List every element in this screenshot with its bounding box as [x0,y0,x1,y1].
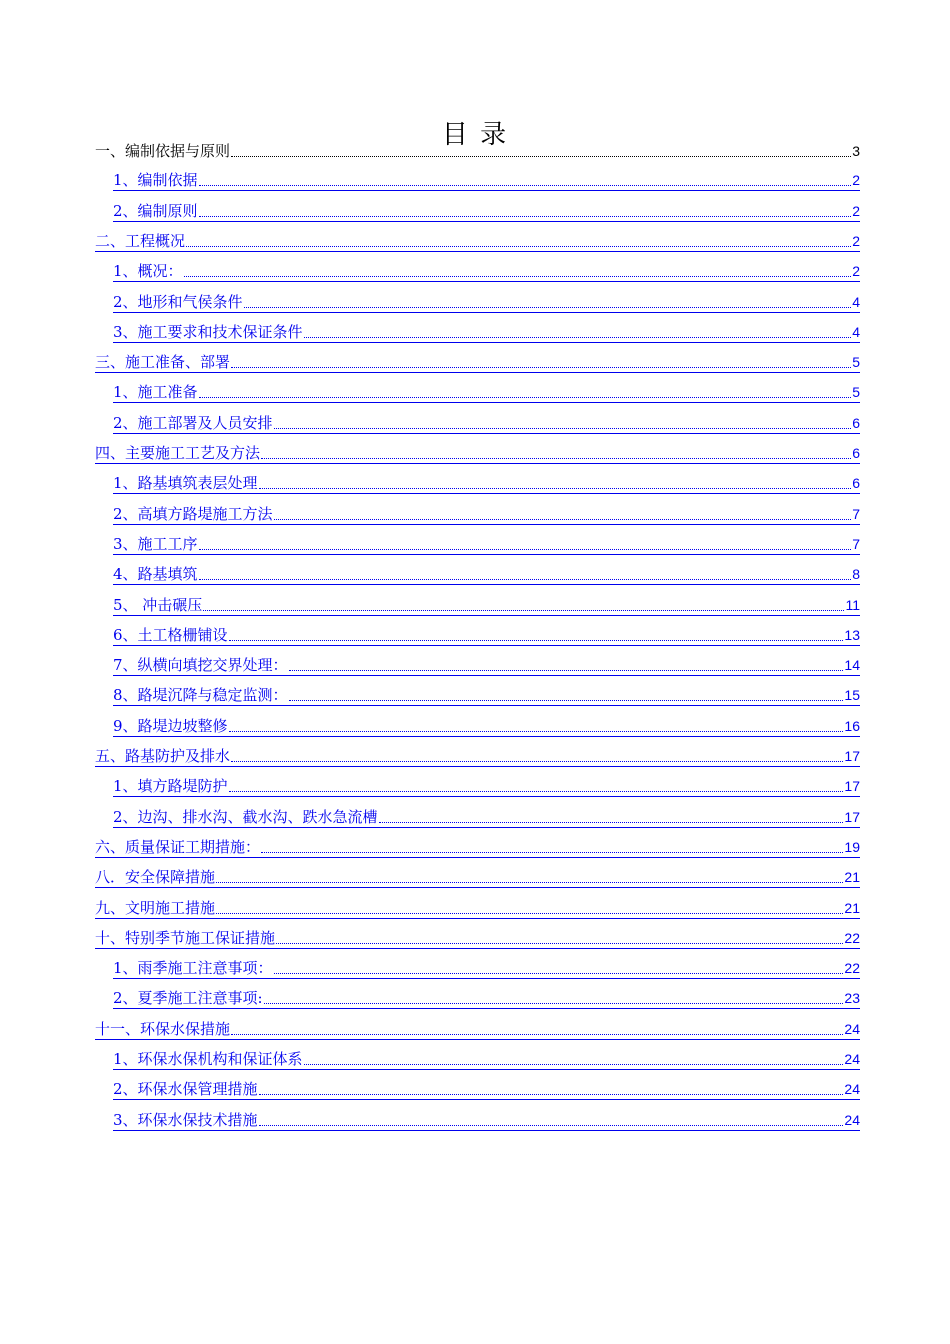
page-title: 目 录 [441,120,509,150]
toc-page-number: 17 [844,808,860,825]
toc-dot-leader [264,988,844,1008]
toc-entry[interactable] [113,323,860,343]
toc-entry[interactable] [113,565,860,585]
toc-page-number: 22 [844,960,860,977]
toc-dot-leader [379,807,844,827]
toc-page-number: 24 [844,1081,860,1098]
toc-dot-leader [186,231,851,251]
toc-entry[interactable] [113,535,860,555]
toc-entry-label: 八．安全保障措施 [95,868,216,887]
toc-entry-label: 3、环保水保技术措施 [113,1110,258,1129]
toc-entry[interactable] [113,717,860,737]
toc-page-number: 19 [844,838,860,855]
toc-entry[interactable] [113,656,860,676]
toc-entry[interactable] [113,262,860,282]
toc-entry[interactable] [113,474,860,494]
toc-page-number: 6 [852,445,860,461]
toc-page-number: 23 [844,990,860,1007]
toc-entry-label: 1、填方路堤防护 [113,777,228,796]
toc-dot-leader [184,261,852,281]
toc-dot-leader [229,716,844,736]
toc-dot-leader [289,685,844,705]
toc-page-number: 4 [852,293,860,310]
toc-dot-leader [199,201,852,221]
toc-page-number: 13 [844,626,860,643]
toc-page-number: 6 [852,475,860,492]
toc-entry-label: 2、施工部署及人员安排 [113,413,273,432]
toc-dot-leader [231,1019,843,1039]
toc-entry-label: 十、特别季节施工保证措施 [95,928,276,947]
toc-dot-leader [276,928,843,948]
toc-page-number: 3 [852,143,860,159]
toc-entry[interactable] [113,383,860,403]
toc-dot-leader [261,837,843,857]
toc-page-number: 24 [844,1051,860,1067]
toc-dot-leader [259,1110,844,1130]
toc-dot-leader [229,776,844,796]
toc-entry[interactable] [113,414,860,434]
toc-entry[interactable] [95,747,860,767]
toc-entry-label: 6、土工格栅铺设 [113,625,228,644]
toc-entry[interactable] [113,1050,860,1070]
toc-dot-leader [216,898,843,918]
toc-page-number: 24 [844,1111,860,1128]
toc-entry[interactable] [113,989,860,1009]
toc-dot-leader [229,625,844,645]
toc-entry[interactable] [113,1080,860,1100]
toc-entry[interactable] [95,899,860,919]
toc-entry-label: 四、主要施工工艺及方法 [95,444,261,462]
toc-page-number: 17 [844,778,860,795]
toc-page-number: 24 [844,1020,860,1037]
toc-entry[interactable] [113,686,860,706]
toc-dot-leader [203,595,844,615]
toc-entry-label: 7、纵横向填挖交界处理： [113,656,288,675]
toc-page-number: 22 [844,929,860,946]
toc-dot-leader [259,1079,844,1099]
toc-entry-label: 3、施工工序 [113,534,198,553]
toc-entry[interactable] [95,868,860,888]
toc-page-number: 2 [852,263,860,280]
toc-entry-label: 一、编制依据与原则 [95,142,231,160]
toc-entry[interactable] [113,596,860,616]
toc-entry[interactable] [113,1111,860,1131]
toc-dot-leader [199,170,852,190]
toc-dot-leader [274,958,844,978]
toc-page-number: 16 [844,717,860,734]
toc-entry-label: 3、施工要求和技术保证条件 [113,322,303,341]
toc-entry-label: 1、环保水保机构和保证体系 [113,1050,303,1068]
toc-page-number: 5 [852,384,860,401]
toc-dot-leader [231,352,851,372]
toc-dot-leader [244,292,852,312]
toc-dot-leader [304,1049,844,1069]
toc-dot-leader [259,473,852,493]
toc-entry[interactable] [95,838,860,858]
toc-entry[interactable] [113,959,860,979]
toc-entry[interactable] [95,232,860,252]
toc-page-number: 15 [844,687,860,704]
toc-entry[interactable] [113,505,860,525]
toc-entry-label: 六、质量保证工期措施： [95,837,261,856]
toc-dot-leader [304,322,852,342]
toc-page-number: 21 [844,869,860,886]
toc-entry[interactable] [95,929,860,949]
toc-page-number: 7 [852,535,860,552]
toc-page-number: 8 [852,566,860,583]
toc-entry[interactable] [113,293,860,313]
toc-dot-leader [274,504,852,524]
toc-dot-leader [199,564,852,584]
toc-page-number: 14 [844,657,860,674]
toc-entry[interactable] [113,202,860,222]
toc-entry[interactable] [113,808,860,828]
toc-dot-leader [231,746,843,766]
toc-entry-label: 2、高填方路堤施工方法 [113,504,273,523]
toc-entry-label: 4、路基填筑 [113,565,198,584]
toc-page-number: 2 [852,202,860,219]
toc-entry-label: 8、路堤沉降与稳定监测： [113,686,288,705]
toc-page-number: 2 [852,172,860,189]
toc-entry [95,141,860,161]
toc-entry-label: 2、地形和气侯条件 [113,292,243,311]
toc-entry-label: 1、施工准备 [113,383,198,402]
toc-page-number: 6 [852,414,860,431]
toc-entry-label: 1、编制依据 [113,171,198,190]
toc-entry-label: 2、夏季施工注意事项: [113,989,263,1008]
toc-entry-label: 2、环保水保管理措施 [113,1080,258,1099]
toc-entry-label: 1、雨季施工注意事项： [113,959,273,978]
toc-entry-label: 1、概况： [113,262,183,281]
toc-entry-label: 二、工程概况 [95,231,186,250]
toc-page-number: 7 [852,505,860,522]
toc-entry-label: 2、边沟、排水沟、截水沟、跌水急流槽 [113,807,378,826]
toc-entry[interactable] [95,444,860,464]
toc-dot-leader [199,382,852,402]
toc-dot-leader [231,141,851,161]
toc-entry-label: 9、路堤边坡整修 [113,716,228,735]
toc-dot-leader [289,655,844,675]
toc-entry-label: 五、路基防护及排水 [95,747,231,765]
toc-page-number: 11 [845,596,860,613]
toc-entry-label: 5、 冲击碾压 [113,595,203,614]
toc-dot-leader [274,413,852,433]
toc-page-number: 2 [852,232,860,249]
toc-dot-leader [261,443,851,463]
toc-entry[interactable] [95,353,860,373]
toc-entry[interactable] [113,171,860,191]
toc-entry-label: 三、施工准备、部署 [95,353,231,372]
toc-entry-label: 九、文明施工措施 [95,898,216,917]
toc-entry-label: 1、路基填筑表层处理 [113,474,258,493]
toc-page-number: 21 [844,899,860,916]
toc-entry[interactable] [95,1020,860,1040]
toc-entry[interactable] [113,777,860,797]
toc-entry-label: 2、编制原则 [113,201,198,220]
toc-page-number: 4 [852,323,860,340]
toc-page-number: 5 [852,354,860,371]
toc-dot-leader [199,534,852,554]
toc-dot-leader [216,867,843,887]
toc-entry-label: 十一、环保水保措施 [95,1019,231,1038]
toc-entry[interactable] [113,626,860,646]
toc-page-number: 17 [844,748,860,764]
